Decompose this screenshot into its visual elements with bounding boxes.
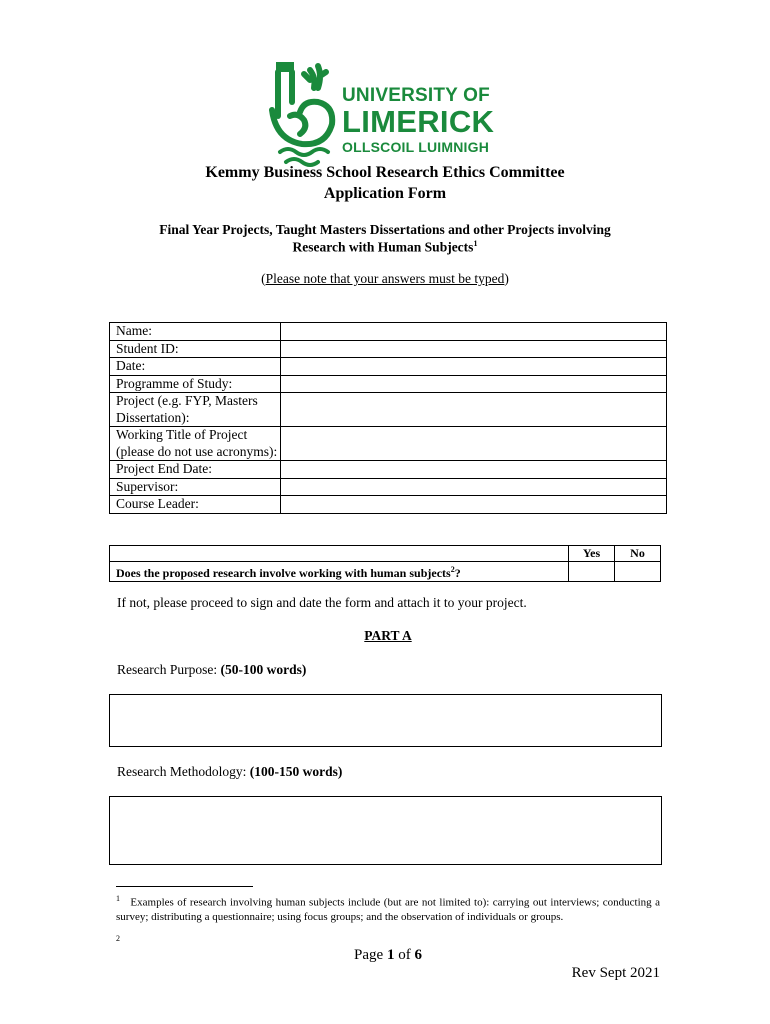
university-logo <box>266 56 512 168</box>
course-leader-label: Course Leader: <box>110 496 281 514</box>
supervisor-label: Supervisor: <box>110 478 281 496</box>
human-subjects-table <box>109 545 661 582</box>
castle-crest-icon <box>266 56 342 168</box>
supervisor-field[interactable] <box>281 478 667 496</box>
table-row <box>110 427 667 461</box>
table-row <box>110 375 667 393</box>
header-blank-cell <box>110 546 569 562</box>
typed-answers-note: (Please note that your answers must be typed) <box>261 271 509 286</box>
footnote-1: $^1$ Examples of research involving human subjects include (but are not limited to): carrying out interviews; conducting a survey; distributing a questionnaire; using focus groups; and the observation of individuals or groups. <box>116 894 660 923</box>
footnote-2: 2 <box>116 934 120 943</box>
name-field[interactable] <box>281 323 667 341</box>
date-label: Date: <box>110 358 281 376</box>
logo-ollscoil-luimnigh: OLLSCOIL LUIMNIGH <box>342 139 490 155</box>
programme-field[interactable] <box>281 375 667 393</box>
part-a-heading: PART A <box>364 628 412 643</box>
table-row <box>110 323 667 341</box>
working-title-label: Working Title of Project (please do not use acronyms): <box>110 427 281 461</box>
table-row <box>110 393 667 427</box>
table-row <box>110 461 667 479</box>
table-row <box>110 562 661 582</box>
applicant-details-table <box>109 322 667 514</box>
project-end-date-label: Project End Date: <box>110 461 281 479</box>
footnote-1-ref: 1 <box>473 239 478 248</box>
date-field[interactable] <box>281 358 667 376</box>
logo-university-of: UNIVERSITY OF <box>342 85 490 106</box>
programme-label: Programme of Study: <box>110 375 281 393</box>
no-header: No <box>615 546 661 562</box>
student-id-field[interactable] <box>281 340 667 358</box>
human-subjects-question: Does the proposed research involve working with human subjects$^2$? <box>110 562 569 582</box>
no-answer-cell[interactable] <box>615 562 661 582</box>
table-row <box>110 478 667 496</box>
student-id-label: Student ID: <box>110 340 281 358</box>
revision-label: Rev Sept 2021 <box>571 965 660 981</box>
table-row <box>110 358 667 376</box>
research-methodology-label: Research Methodology: (100-150 words) <box>117 764 343 779</box>
project-label: Project (e.g. FYP, Masters Dissertation): <box>110 393 281 427</box>
project-field[interactable] <box>281 393 667 427</box>
research-purpose-label: Research Purpose: (50-100 words) <box>117 662 307 677</box>
name-label: Name: <box>110 323 281 341</box>
instruction-text: If not, please proceed to sign and date the form and attach it to your project. <box>117 595 527 610</box>
form-title-line1: Kemmy Business School Research Ethics Committee <box>205 164 565 181</box>
table-row <box>110 496 667 514</box>
yes-header: Yes <box>569 546 615 562</box>
research-purpose-box[interactable] <box>109 694 662 747</box>
page-number: Page 1 of 6 <box>354 947 422 963</box>
form-title-line2: Application Form <box>323 185 447 202</box>
footnote-separator <box>116 886 253 887</box>
footnote-2-ref: 2 <box>450 565 455 574</box>
table-row <box>110 340 667 358</box>
table-row <box>110 546 661 562</box>
logo-limerick: LIMERICK <box>342 104 495 139</box>
form-subtitle-line2: Research with Human Subjects$^1$ <box>292 239 478 255</box>
course-leader-field[interactable] <box>281 496 667 514</box>
yes-answer-cell[interactable] <box>569 562 615 582</box>
working-title-field[interactable] <box>281 427 667 461</box>
form-subtitle-line1: Final Year Projects, Taught Masters Dissertations and other Projects involving <box>159 222 611 237</box>
project-end-date-field[interactable] <box>281 461 667 479</box>
research-methodology-box[interactable] <box>109 796 662 865</box>
